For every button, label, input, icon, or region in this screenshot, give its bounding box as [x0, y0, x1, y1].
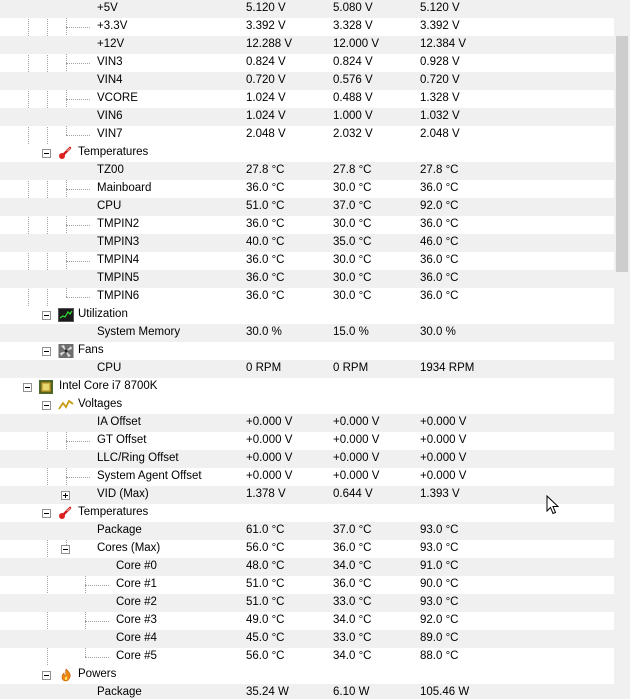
sensor-name: Package — [97, 686, 142, 698]
sensor-value: +0.000 V — [246, 470, 293, 482]
sensor-name: TMPIN6 — [97, 290, 140, 302]
sensor-value: 0.824 V — [246, 56, 286, 68]
group-temperatures[interactable] — [0, 504, 614, 522]
sensor-row[interactable] — [0, 0, 614, 18]
sensor-row[interactable] — [0, 36, 614, 54]
sensor-value: 12.288 V — [246, 38, 293, 50]
sensor-value: 35.24 W — [246, 686, 289, 698]
sensor-name: +3.3V — [97, 20, 128, 32]
group-label: Fans — [78, 344, 104, 356]
sensor-row[interactable] — [0, 468, 614, 486]
sensor-value: 56.0 °C — [246, 542, 285, 554]
sensor-row[interactable] — [0, 324, 614, 342]
sensor-min: 35.0 °C — [333, 236, 372, 248]
sensor-name: GT Offset — [97, 434, 147, 446]
sensor-min: 34.0 °C — [333, 614, 372, 626]
group-label: Voltages — [78, 398, 123, 410]
sensor-name: System Memory — [97, 326, 181, 338]
sensor-row[interactable] — [0, 684, 614, 699]
sensor-name: VIN3 — [97, 56, 123, 68]
sensor-max: 89.0 °C — [420, 632, 459, 644]
cpu-chip-icon — [38, 380, 54, 394]
sensor-name: TMPIN4 — [97, 254, 140, 266]
sensor-row[interactable] — [0, 594, 614, 612]
collapse-button[interactable] — [42, 671, 51, 680]
sensor-min: 37.0 °C — [333, 200, 372, 212]
sensor-max: 36.0 °C — [420, 254, 459, 266]
sensor-max: 2.048 V — [420, 128, 460, 140]
sensor-value: 3.392 V — [246, 20, 286, 32]
sensor-value: 51.0 °C — [246, 596, 285, 608]
sensor-row[interactable] — [0, 522, 614, 540]
sensor-min: 37.0 °C — [333, 524, 372, 536]
collapse-button[interactable] — [23, 383, 32, 392]
sensor-row[interactable] — [0, 252, 614, 270]
sensor-value: 5.120 V — [246, 2, 286, 14]
sensor-value: 51.0 °C — [246, 578, 285, 590]
sensor-min: 33.0 °C — [333, 596, 372, 608]
sensor-name: System Agent Offset — [97, 470, 202, 482]
sensor-value: 30.0 % — [246, 326, 282, 338]
sensor-row[interactable] — [0, 630, 614, 648]
thermometer-icon — [58, 146, 74, 160]
sensor-max: 3.392 V — [420, 20, 460, 32]
sensor-max: 27.8 °C — [420, 164, 459, 176]
sensor-max: 0.928 V — [420, 56, 460, 68]
sensor-value: 36.0 °C — [246, 290, 285, 302]
sensor-row[interactable] — [0, 72, 614, 90]
group-label: Utilization — [78, 308, 128, 320]
sensor-name: TZ00 — [97, 164, 124, 176]
sensor-max: +0.000 V — [420, 434, 467, 446]
sensor-value: 61.0 °C — [246, 524, 285, 536]
sensor-row[interactable] — [0, 414, 614, 432]
group-label: Temperatures — [78, 506, 149, 518]
sensor-value: 48.0 °C — [246, 560, 285, 572]
sensor-min: 2.032 V — [333, 128, 373, 140]
sensor-min: 34.0 °C — [333, 650, 372, 662]
sensor-row[interactable] — [0, 432, 614, 450]
sensor-min: 30.0 °C — [333, 182, 372, 194]
sensor-name: Core #3 — [116, 614, 157, 626]
sensor-value: 36.0 °C — [246, 254, 285, 266]
sensor-max: 88.0 °C — [420, 650, 459, 662]
mouse-cursor-icon — [546, 495, 560, 517]
sensor-row[interactable] — [0, 108, 614, 126]
group-voltages[interactable] — [0, 396, 614, 414]
sensor-value: 1.024 V — [246, 110, 286, 122]
sensor-value: 36.0 °C — [246, 182, 285, 194]
load-graph-icon — [58, 308, 74, 322]
sensor-name: VIN4 — [97, 74, 123, 86]
sensor-max: +0.000 V — [420, 416, 467, 428]
sensor-row[interactable] — [0, 288, 614, 306]
sensor-name: Package — [97, 524, 142, 536]
sensor-row[interactable] — [0, 18, 614, 36]
vertical-scrollbar[interactable] — [614, 0, 630, 699]
sensor-name: IA Offset — [97, 416, 141, 428]
sensor-min: +0.000 V — [333, 470, 380, 482]
thermometer-icon — [58, 506, 74, 520]
scrollbar-thumb[interactable] — [616, 36, 628, 272]
sensor-min: 30.0 °C — [333, 254, 372, 266]
sensor-min: 36.0 °C — [333, 578, 372, 590]
sensor-value: 0 RPM — [246, 362, 282, 374]
sensor-value: 27.8 °C — [246, 164, 285, 176]
collapse-button[interactable] — [42, 149, 51, 158]
sensor-name: TMPIN3 — [97, 236, 140, 248]
sensor-max: 36.0 °C — [420, 218, 459, 230]
sensor-value: +0.000 V — [246, 434, 293, 446]
sensor-name: Cores (Max) — [97, 542, 161, 554]
collapse-button[interactable] — [42, 401, 51, 410]
collapse-button[interactable] — [42, 311, 51, 320]
sensor-name: VID (Max) — [97, 488, 149, 500]
sensor-min: 33.0 °C — [333, 632, 372, 644]
sensor-min: 36.0 °C — [333, 542, 372, 554]
sensor-name: Core #2 — [116, 596, 157, 608]
sensor-value: 0.720 V — [246, 74, 286, 86]
sensor-name: VIN6 — [97, 110, 123, 122]
sensor-name: +12V — [97, 38, 125, 50]
sensor-name: Core #4 — [116, 632, 157, 644]
sensor-name: CPU — [97, 362, 122, 374]
sensor-value: 45.0 °C — [246, 632, 285, 644]
sensor-max: 91.0 °C — [420, 560, 459, 572]
sensor-row[interactable] — [0, 648, 614, 666]
sensor-min: +0.000 V — [333, 434, 380, 446]
sensor-min: 3.328 V — [333, 20, 373, 32]
group-temperatures[interactable] — [0, 144, 614, 162]
sensor-value: 49.0 °C — [246, 614, 285, 626]
sensor-value: 51.0 °C — [246, 200, 285, 212]
sensor-row[interactable] — [0, 180, 614, 198]
sensor-max: +0.000 V — [420, 470, 467, 482]
sensor-value: 56.0 °C — [246, 650, 285, 662]
sensor-min: 1.000 V — [333, 110, 373, 122]
fan-icon — [58, 344, 74, 358]
sensor-min: 30.0 °C — [333, 290, 372, 302]
sensor-name: Mainboard — [97, 182, 152, 194]
sensor-value: +0.000 V — [246, 416, 293, 428]
sensor-name: VIN7 — [97, 128, 123, 140]
sensor-max: 36.0 °C — [420, 272, 459, 284]
sensor-max: 36.0 °C — [420, 182, 459, 194]
sensor-name: Core #1 — [116, 578, 157, 590]
sensor-row[interactable] — [0, 162, 614, 180]
sensor-value: 36.0 °C — [246, 272, 285, 284]
sensor-max: 92.0 °C — [420, 614, 459, 626]
sensor-row[interactable] — [0, 360, 614, 378]
sensor-max: 93.0 °C — [420, 524, 459, 536]
sensor-name: +5V — [97, 2, 118, 14]
sensor-row[interactable] — [0, 198, 614, 216]
group-utilization[interactable] — [0, 306, 614, 324]
sensor-min: 30.0 °C — [333, 272, 372, 284]
sensor-max: 92.0 °C — [420, 200, 459, 212]
sensor-row[interactable] — [0, 576, 614, 594]
sensor-max: +0.000 V — [420, 452, 467, 464]
sensor-max: 93.0 °C — [420, 542, 459, 554]
sensor-row-expandable[interactable] — [0, 540, 614, 558]
sensor-value: +0.000 V — [246, 452, 293, 464]
sensor-name: LLC/Ring Offset — [97, 452, 179, 464]
sensor-min: 34.0 °C — [333, 560, 372, 572]
group-label: Temperatures — [78, 146, 149, 158]
sensor-min: 5.080 V — [333, 2, 373, 14]
sensor-min: 0.824 V — [333, 56, 373, 68]
sensor-row[interactable] — [0, 54, 614, 72]
sensor-row[interactable] — [0, 270, 614, 288]
sensor-value: 1.378 V — [246, 488, 286, 500]
sensor-row-expandable[interactable] — [0, 486, 614, 504]
collapse-button[interactable] — [61, 545, 70, 554]
sensor-name: TMPIN2 — [97, 218, 140, 230]
sensor-name: VCORE — [97, 92, 138, 104]
sensor-name: Core #5 — [116, 650, 157, 662]
sensor-row[interactable] — [0, 216, 614, 234]
sensor-max: 12.384 V — [420, 38, 467, 50]
sensor-min: 0.488 V — [333, 92, 373, 104]
sensor-min: +0.000 V — [333, 416, 380, 428]
collapse-button[interactable] — [42, 347, 51, 356]
sensor-max: 5.120 V — [420, 2, 460, 14]
sensor-row[interactable] — [0, 450, 614, 468]
sensor-max: 1934 RPM — [420, 362, 475, 374]
sensor-name: Core #0 — [116, 560, 157, 572]
sensor-max: 36.0 °C — [420, 290, 459, 302]
group-powers[interactable] — [0, 666, 614, 684]
sensor-max: 30.0 % — [420, 326, 456, 338]
sensor-value: 40.0 °C — [246, 236, 285, 248]
sensor-min: 6.10 W — [333, 686, 370, 698]
sensor-min: 12.000 V — [333, 38, 380, 50]
sensor-value: 36.0 °C — [246, 218, 285, 230]
sensor-max: 93.0 °C — [420, 596, 459, 608]
sensor-max: 105.46 W — [420, 686, 470, 698]
hardware-cpu[interactable] — [0, 378, 614, 396]
sensor-value: 1.024 V — [246, 92, 286, 104]
sensor-row[interactable] — [0, 612, 614, 630]
sensor-name: TMPIN5 — [97, 272, 140, 284]
collapse-button[interactable] — [42, 509, 51, 518]
group-fans[interactable] — [0, 342, 614, 360]
group-label: Powers — [78, 668, 117, 680]
sensor-name: CPU — [97, 200, 122, 212]
sensor-max: 1.393 V — [420, 488, 460, 500]
sensor-max: 46.0 °C — [420, 236, 459, 248]
sensor-min: 27.8 °C — [333, 164, 372, 176]
sensor-min: 0.644 V — [333, 488, 373, 500]
sensor-min: 30.0 °C — [333, 218, 372, 230]
sensor-min: 15.0 % — [333, 326, 369, 338]
sensor-min: 0.576 V — [333, 74, 373, 86]
flame-icon — [58, 668, 74, 682]
voltage-wave-icon — [58, 398, 74, 412]
hardware-label: Intel Core i7 8700K — [59, 380, 158, 392]
sensor-row[interactable] — [0, 558, 614, 576]
sensor-value: 2.048 V — [246, 128, 286, 140]
sensor-max: 1.328 V — [420, 92, 460, 104]
sensor-max: 90.0 °C — [420, 578, 459, 590]
expand-button[interactable] — [61, 491, 70, 500]
sensor-row[interactable] — [0, 126, 614, 144]
sensor-max: 1.032 V — [420, 110, 460, 122]
sensor-row[interactable] — [0, 90, 614, 108]
sensor-min: 0 RPM — [333, 362, 369, 374]
sensor-row[interactable] — [0, 234, 614, 252]
sensor-max: 0.720 V — [420, 74, 460, 86]
sensor-min: +0.000 V — [333, 452, 380, 464]
